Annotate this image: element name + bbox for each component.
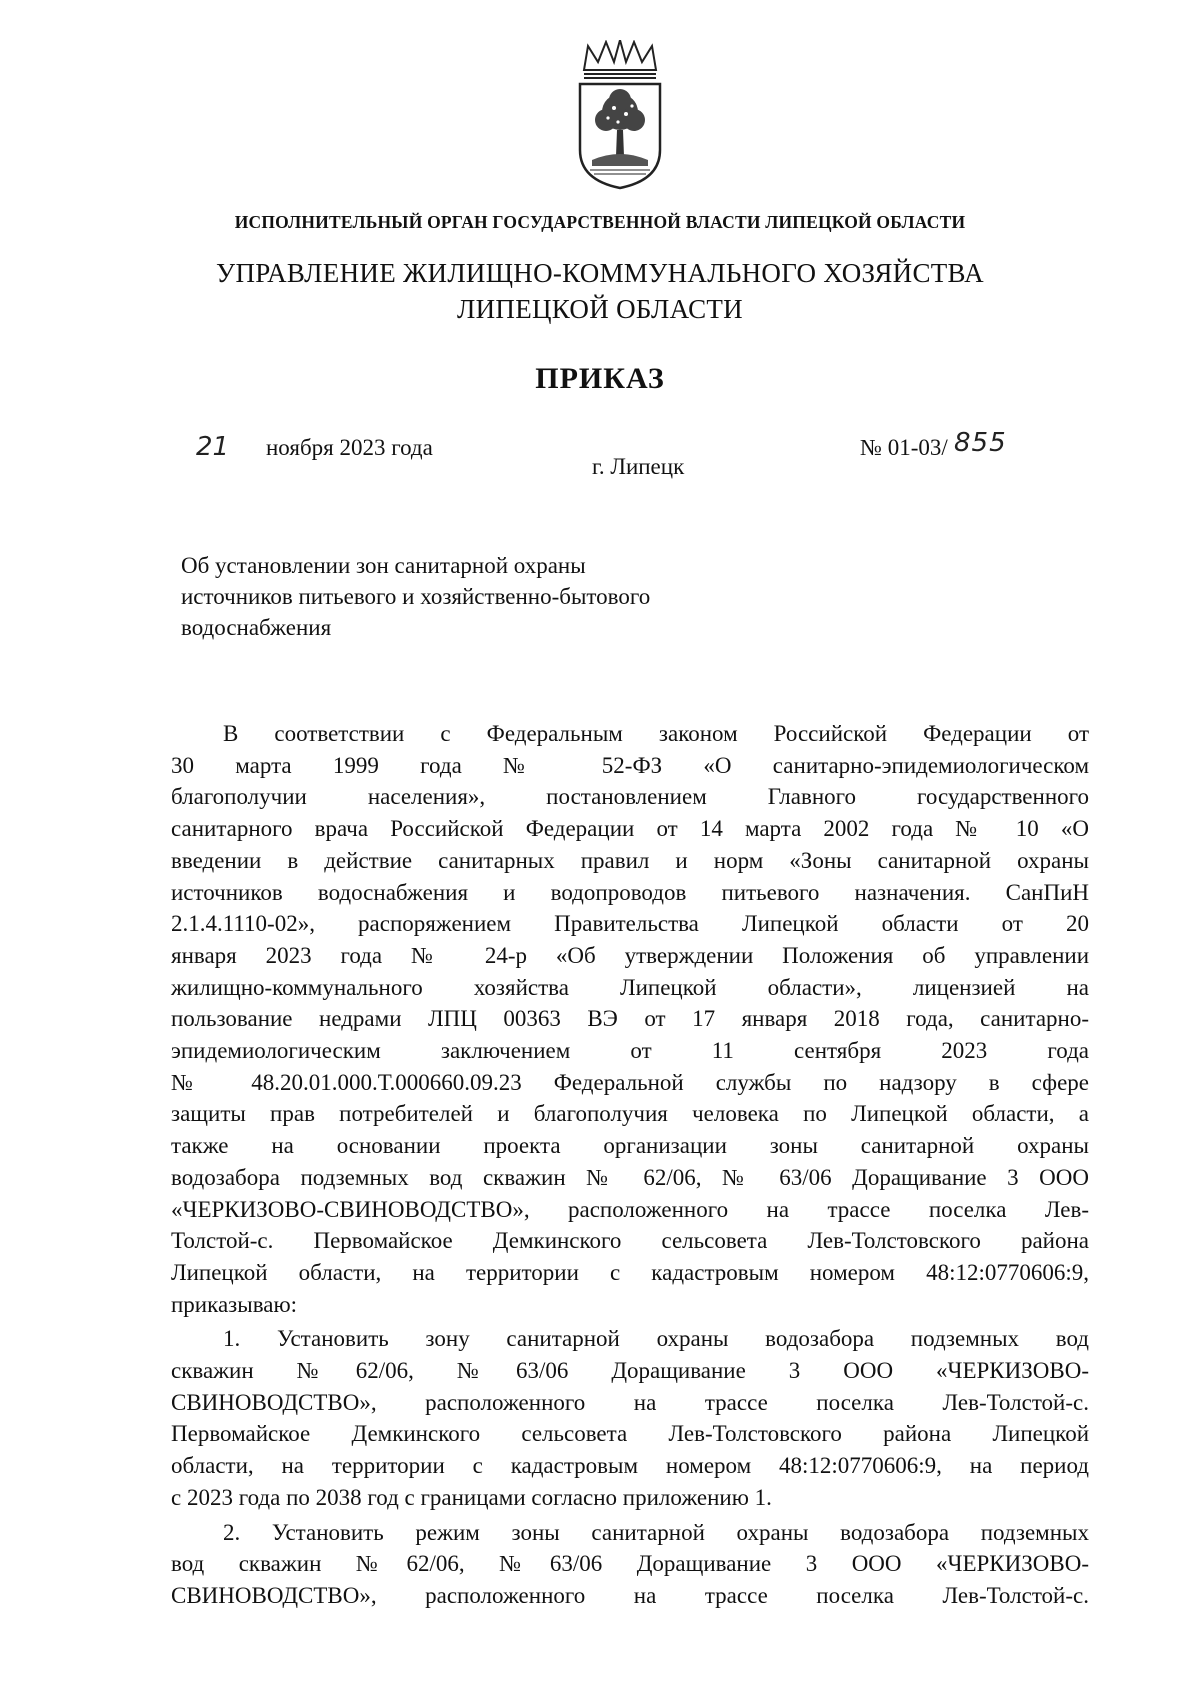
text-line: В соответствии с Федеральным законом Российской Федерации от <box>223 721 1089 746</box>
text-line: водозабора подземных вод скважин № 62/06, № 63/06 Доращивание 3 ООО <box>171 1164 1089 1190</box>
coat-of-arms-emblem <box>570 40 670 190</box>
handwritten-number: 855 <box>954 428 1007 458</box>
text-line: Липецкой области, на территории с кадастровым номером 48:12:0770606:9, <box>171 1259 1089 1285</box>
text-line: Толстой-с. Первомайское Демкинского сельсовета Лев-Толстовского района <box>171 1228 1089 1254</box>
subject-line: источников питьевого и хозяйственно-бытового <box>181 584 651 609</box>
text-line: № 48.20.01.000.Т.000660.09.23 Федеральной службы по надзору в сфере <box>171 1069 1089 1095</box>
subject-line: Об установлении зон санитарной охраны <box>181 553 586 578</box>
text-line: области, на территории с кадастровым номером 48:12:0770606:9, на период <box>171 1453 1089 1479</box>
text-line: введении в действие санитарных правил и норм «Зоны санитарной охраны <box>171 847 1089 873</box>
document-type-title: ПРИКАЗ <box>535 362 665 395</box>
document-body <box>171 718 1089 1612</box>
preamble-paragraph <box>171 718 1089 1320</box>
government-body-line: ИСПОЛНИТЕЛЬНЫЙ ОРГАН ГОСУДАРСТВЕННОЙ ВЛАСТИ ЛИПЕЦКОЙ ОБЛАСТИ <box>234 212 966 232</box>
text-line: благополучии населения», постановлением Главного государственного <box>171 784 1089 810</box>
text-line: приказываю: <box>171 1291 298 1317</box>
order-item-1 <box>171 1323 1089 1513</box>
document-number-printed: № 01-03/ <box>860 435 948 460</box>
text-line: с 2023 года по 2038 год с границами согласно приложению 1. <box>171 1484 772 1510</box>
subject-line: водоснабжения <box>181 615 332 640</box>
text-line: скважин №62/06, №63/06 Доращивание 3 ООО «ЧЕРКИЗОВО- <box>171 1358 1089 1384</box>
order-item-2 <box>171 1517 1089 1612</box>
text-line: также на основании проекта организации зоны санитарной охраны <box>171 1133 1089 1159</box>
document-number <box>860 435 948 461</box>
text-line: 2.1.4.1110-02», распоряжением Правительства Липецкой области от 20 <box>171 911 1089 937</box>
date-month-year: ноября 2023 года <box>266 435 433 460</box>
text-line: Первомайское Демкинского сельсовета Лев-Толстовского района Липецкой <box>171 1421 1089 1447</box>
text-line: СВИНОВОДСТВО», расположенного на трассе поселка Лев-Толстой-с. <box>171 1389 1089 1415</box>
text-line: источников водоснабжения и водопроводов питьевого назначения. СанПиН <box>171 879 1089 905</box>
document-subject <box>181 550 650 643</box>
department-name-line-1: УПРАВЛЕНИЕ ЖИЛИЩНО-КОММУНАЛЬНОГО ХОЗЯЙСТВА <box>216 258 984 288</box>
text-line: вод скважин №62/06, №63/06 Доращивание 3 ООО «ЧЕРКИЗОВО- <box>171 1551 1089 1577</box>
text-line: января 2023 года № 24-р «Об утверждении Положения об управлении <box>171 942 1089 968</box>
text-line: эпидемиологическим заключением от 11 сентября 2023 года <box>171 1038 1089 1064</box>
text-line: санитарного врача Российской Федерации от 14 марта 2002 года № 10 «О <box>171 816 1089 842</box>
city-name: г. Липецк <box>592 454 685 479</box>
text-line: 1. Установить зону санитарной охраны водозабора подземных вод <box>223 1326 1089 1352</box>
department-name-line-2: ЛИПЕЦКОЙ ОБЛАСТИ <box>457 294 743 324</box>
text-line: 2. Установить режим зоны санитарной охраны водозабора подземных <box>223 1519 1089 1545</box>
handwritten-day: 21 <box>196 432 230 462</box>
text-line: защиты прав потребителей и благополучия человека по Липецкой области, а <box>171 1101 1089 1127</box>
text-line: пользование недрами ЛПЦ 00363 ВЭ от 17 января 2018 года, санитарно- <box>171 1006 1089 1032</box>
text-line: жилищно-коммунального хозяйства Липецкой области», лицензией на <box>171 974 1089 1000</box>
text-line: СВИНОВОДСТВО», расположенного на трассе поселка Лев-Толстой-с. <box>171 1582 1089 1608</box>
text-line: 30 марта 1999 года № 52-ФЗ «О санитарно-эпидемиологическом <box>171 752 1089 778</box>
text-line: «ЧЕРКИЗОВО-СВИНОВОДСТВО», расположенного на трассе поселка Лев- <box>171 1196 1089 1222</box>
